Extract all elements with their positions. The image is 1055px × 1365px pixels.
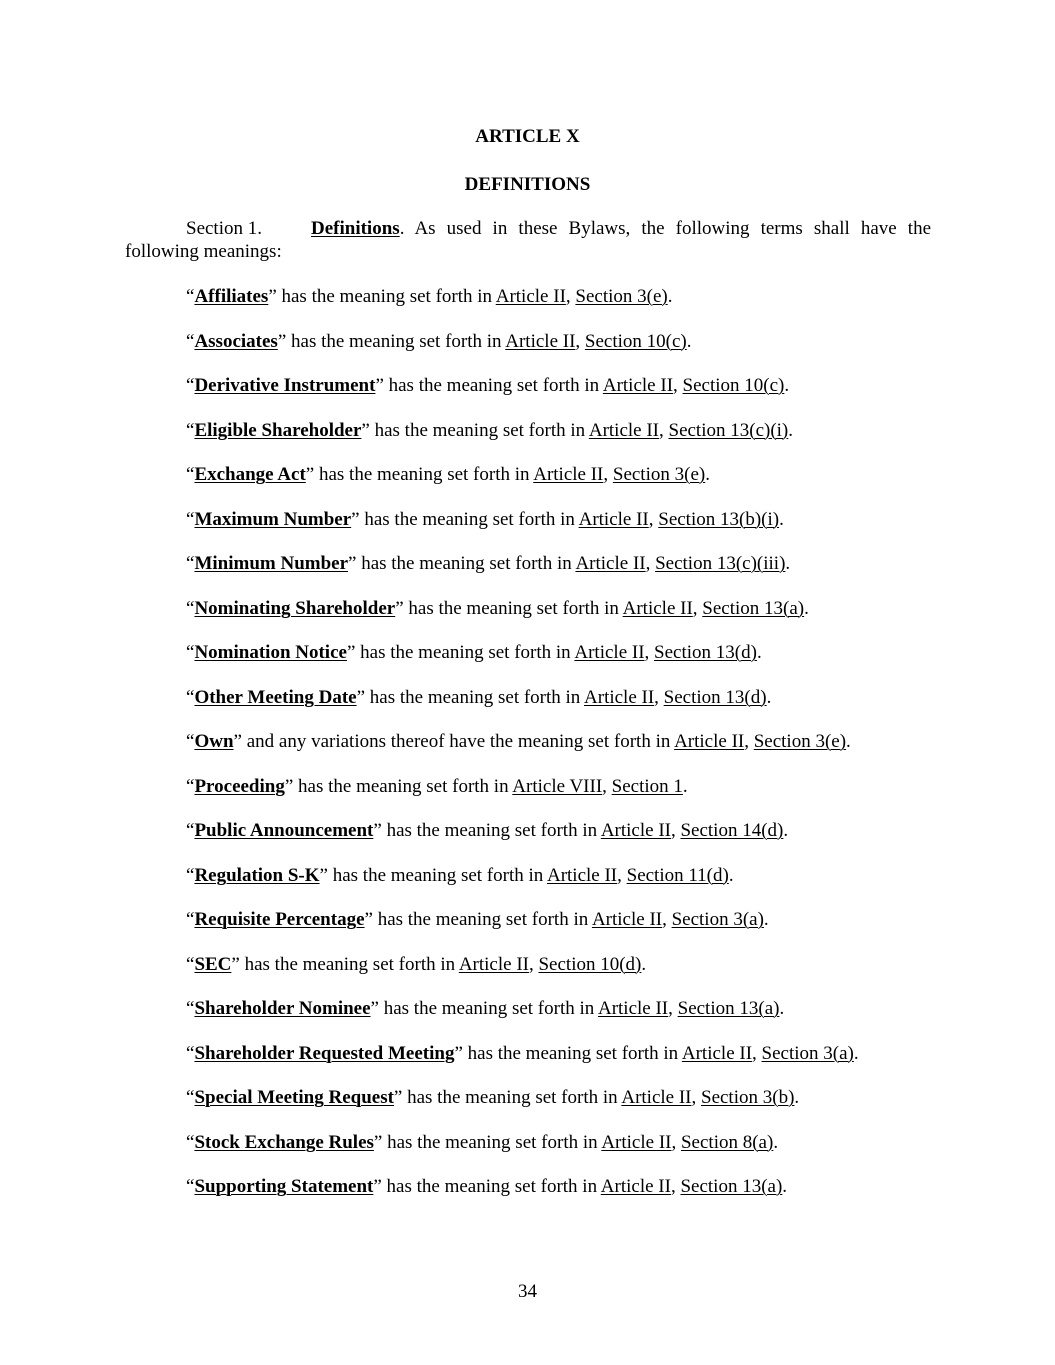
period: . — [853, 1042, 859, 1064]
article-title: ARTICLE X — [475, 126, 580, 147]
section-reference: Section 13(a) — [702, 597, 805, 619]
definition-connector: ” has the meaning set forth in — [454, 1042, 682, 1064]
comma: , — [603, 464, 613, 485]
period: . — [846, 731, 851, 752]
period: . — [686, 330, 692, 352]
comma: , — [668, 998, 678, 1019]
article-reference: Article II — [533, 464, 604, 485]
comma: , — [602, 775, 612, 797]
section-number: Section 1. — [186, 218, 262, 239]
comma: , — [645, 553, 656, 574]
page-number: 34 — [518, 1281, 537, 1302]
comma: , — [692, 597, 703, 619]
section-term: Definitions — [311, 218, 400, 239]
definition-term: Exchange Act — [194, 464, 306, 485]
period: . — [766, 686, 772, 708]
definition-entry — [186, 374, 946, 419]
definition-term: Shareholder Nominee — [194, 998, 371, 1019]
definition-term: Shareholder Requested Meeting — [194, 1042, 455, 1064]
period: . — [788, 419, 794, 441]
definition-connector: ” has the meaning set forth in — [395, 597, 623, 619]
period: . — [682, 775, 688, 797]
definition-entry — [186, 730, 946, 775]
open-quote: “ — [186, 1176, 195, 1197]
definition-term: Stock Exchange Rules — [194, 1131, 374, 1153]
definition-connector: ” has the meaning set forth in — [375, 375, 603, 396]
section-intro — [125, 217, 931, 263]
section-reference: Section 13(a) — [680, 1176, 783, 1197]
section-reference: Section 3(e) — [612, 464, 706, 485]
section-reference: Section 10(c) — [682, 375, 785, 396]
definition-entry — [186, 1086, 946, 1131]
definition-connector: ” has the meaning set forth in — [319, 864, 547, 886]
article-reference: Article II — [674, 731, 745, 752]
article-reference: Article II — [600, 1176, 671, 1197]
definition-entry — [186, 330, 946, 375]
comma: , — [752, 1042, 762, 1064]
definition-connector: ” has the meaning set forth in — [284, 775, 513, 797]
section-reference: Section 13(d) — [654, 642, 757, 663]
section-text: . As used in these Bylaws, the following terms shall have the — [399, 218, 931, 239]
open-quote: “ — [186, 953, 195, 975]
definition-entry — [186, 953, 946, 998]
period: . — [779, 998, 785, 1019]
article-reference: Article II — [601, 1131, 672, 1153]
open-quote: “ — [186, 1087, 195, 1108]
definition-entry — [186, 864, 946, 909]
comma: , — [673, 375, 683, 396]
definition-entry — [186, 508, 946, 553]
open-quote: “ — [186, 820, 195, 841]
section-reference: Section 10(c) — [584, 330, 687, 352]
definition-term: Nominating Shareholder — [194, 597, 396, 619]
open-quote: “ — [186, 330, 195, 352]
section-reference: Section 3(b) — [701, 1087, 795, 1108]
definition-entry — [186, 775, 946, 820]
period: . — [705, 464, 710, 485]
open-quote: “ — [186, 864, 195, 886]
open-quote: “ — [186, 375, 195, 396]
section-reference: Section 11(d) — [626, 864, 729, 886]
definition-term: Minimum Number — [194, 553, 349, 574]
definition-connector: ” has the meaning set forth in — [348, 553, 576, 574]
open-quote: “ — [186, 419, 195, 441]
open-quote: “ — [186, 642, 195, 663]
comma: , — [662, 909, 672, 930]
article-reference: Article II — [505, 330, 576, 352]
section-reference: Section 13(c)(i) — [668, 419, 789, 441]
open-quote: “ — [186, 775, 195, 797]
open-quote: “ — [186, 909, 195, 930]
period: . — [667, 286, 673, 307]
definition-connector: ” has the meaning set forth in — [373, 1131, 602, 1153]
article-reference: Article II — [458, 953, 529, 975]
definition-term: SEC — [194, 953, 232, 975]
section-second-line: following meanings: — [125, 241, 282, 262]
definition-term: Regulation S-K — [194, 864, 320, 886]
period: . — [804, 597, 809, 619]
period: . — [763, 909, 769, 930]
definition-connector: ” has the meaning set forth in — [268, 286, 496, 307]
definition-entry — [186, 908, 946, 953]
comma: , — [528, 953, 539, 975]
comma: , — [670, 820, 681, 841]
definition-entry — [186, 1175, 946, 1220]
article-reference: Article II — [621, 1087, 692, 1108]
article-reference: Article II — [574, 642, 645, 663]
section-reference: Section 13(b)(i) — [658, 508, 780, 530]
definition-term: Maximum Number — [194, 508, 352, 530]
definition-connector: ” and any variations thereof have the meaning set forth in — [233, 731, 675, 752]
article-reference: Article II — [575, 553, 646, 574]
definition-entry — [186, 463, 946, 508]
open-quote: “ — [186, 553, 195, 574]
open-quote: “ — [186, 286, 195, 307]
period: . — [785, 553, 791, 574]
article-reference: Article II — [546, 864, 618, 886]
definition-connector: ” has the meaning set forth in — [364, 909, 592, 930]
period: . — [782, 1176, 788, 1197]
section-first-line — [311, 217, 931, 240]
section-reference: Section 1 — [611, 775, 683, 797]
definition-connector: ” has the meaning set forth in — [305, 464, 534, 485]
definition-connector: ” has the meaning set forth in — [277, 330, 506, 352]
definition-connector: ” has the meaning set forth in — [361, 419, 589, 441]
open-quote: “ — [186, 597, 195, 619]
section-reference: Section 13(d) — [663, 686, 767, 708]
article-reference: Article II — [597, 998, 669, 1019]
period: . — [779, 508, 784, 530]
period: . — [728, 864, 734, 886]
comma: , — [671, 1131, 681, 1153]
definition-term: Eligible Shareholder — [194, 419, 362, 441]
open-quote: “ — [186, 464, 195, 485]
period: . — [784, 375, 790, 396]
definition-entry — [186, 819, 946, 864]
comma: , — [670, 1176, 681, 1197]
definition-connector: ” has the meaning set forth in — [346, 642, 575, 663]
article-reference: Article II — [591, 909, 663, 930]
period: . — [756, 642, 762, 663]
article-subtitle: DEFINITIONS — [464, 174, 591, 195]
open-quote: “ — [186, 998, 195, 1019]
article-reference: Article II — [584, 686, 655, 708]
comma: , — [691, 1087, 701, 1108]
comma: , — [654, 686, 664, 708]
section-reference: Section 3(a) — [761, 1042, 854, 1064]
definition-entry — [186, 997, 946, 1042]
comma: , — [617, 864, 627, 886]
period: . — [773, 1131, 779, 1153]
section-reference: Section 14(d) — [680, 820, 784, 841]
definition-term: Supporting Statement — [194, 1176, 374, 1197]
section-reference: Section 3(e) — [575, 286, 668, 307]
definition-term: Other Meeting Date — [194, 686, 357, 708]
definition-term: Associates — [194, 330, 278, 352]
definition-entry — [186, 686, 946, 731]
period: . — [794, 1087, 800, 1108]
definition-entry — [186, 1042, 946, 1087]
section-reference: Section 13(c)(iii) — [655, 553, 786, 574]
article-reference: Article II — [602, 375, 674, 396]
definition-entry — [186, 419, 946, 464]
section-reference: Section 8(a) — [680, 1131, 774, 1153]
definition-entry — [186, 597, 946, 642]
definition-connector: ” has the meaning set forth in — [231, 953, 459, 975]
comma: , — [644, 642, 655, 663]
comma: , — [648, 508, 659, 530]
definition-term: Special Meeting Request — [194, 1087, 394, 1108]
definition-term: Public Announcement — [194, 820, 374, 841]
definition-connector: ” has the meaning set forth in — [370, 998, 598, 1019]
period: . — [641, 953, 647, 975]
definition-term: Own — [194, 731, 234, 752]
definition-term: Affiliates — [194, 286, 269, 307]
definition-entry — [186, 552, 946, 597]
comma: , — [659, 419, 669, 441]
section-reference: Section 3(e) — [753, 731, 847, 752]
definition-term: Derivative Instrument — [194, 375, 376, 396]
definition-entry — [186, 285, 946, 330]
definition-connector: ” has the meaning set forth in — [373, 820, 601, 841]
definition-term: Nomination Notice — [194, 642, 347, 663]
article-reference: Article II — [600, 820, 671, 841]
comma: , — [744, 731, 754, 752]
section-reference: Section 13(a) — [677, 998, 780, 1019]
definition-term: Requisite Percentage — [194, 909, 365, 930]
open-quote: “ — [186, 1042, 195, 1064]
definitions-list — [186, 285, 946, 1220]
article-reference: Article II — [622, 597, 693, 619]
comma: , — [565, 286, 576, 307]
open-quote: “ — [186, 686, 195, 708]
definition-connector: ” has the meaning set forth in — [393, 1087, 622, 1108]
section-reference: Section 10(d) — [538, 953, 642, 975]
article-reference: Article II — [495, 286, 566, 307]
open-quote: “ — [186, 508, 195, 530]
open-quote: “ — [186, 1131, 195, 1153]
article-reference: Article II — [588, 419, 659, 441]
article-reference: Article II — [681, 1042, 753, 1064]
definition-connector: ” has the meaning set forth in — [351, 508, 579, 530]
open-quote: “ — [186, 731, 195, 752]
period: . — [783, 820, 789, 841]
definition-entry — [186, 641, 946, 686]
section-reference: Section 3(a) — [671, 909, 764, 930]
article-reference: Article VIII — [512, 775, 603, 797]
definition-connector: ” has the meaning set forth in — [373, 1176, 601, 1197]
article-reference: Article II — [578, 508, 649, 530]
definition-entry — [186, 1131, 946, 1176]
definition-connector: ” has the meaning set forth in — [356, 686, 585, 708]
comma: , — [575, 330, 585, 352]
definition-term: Proceeding — [194, 775, 285, 797]
